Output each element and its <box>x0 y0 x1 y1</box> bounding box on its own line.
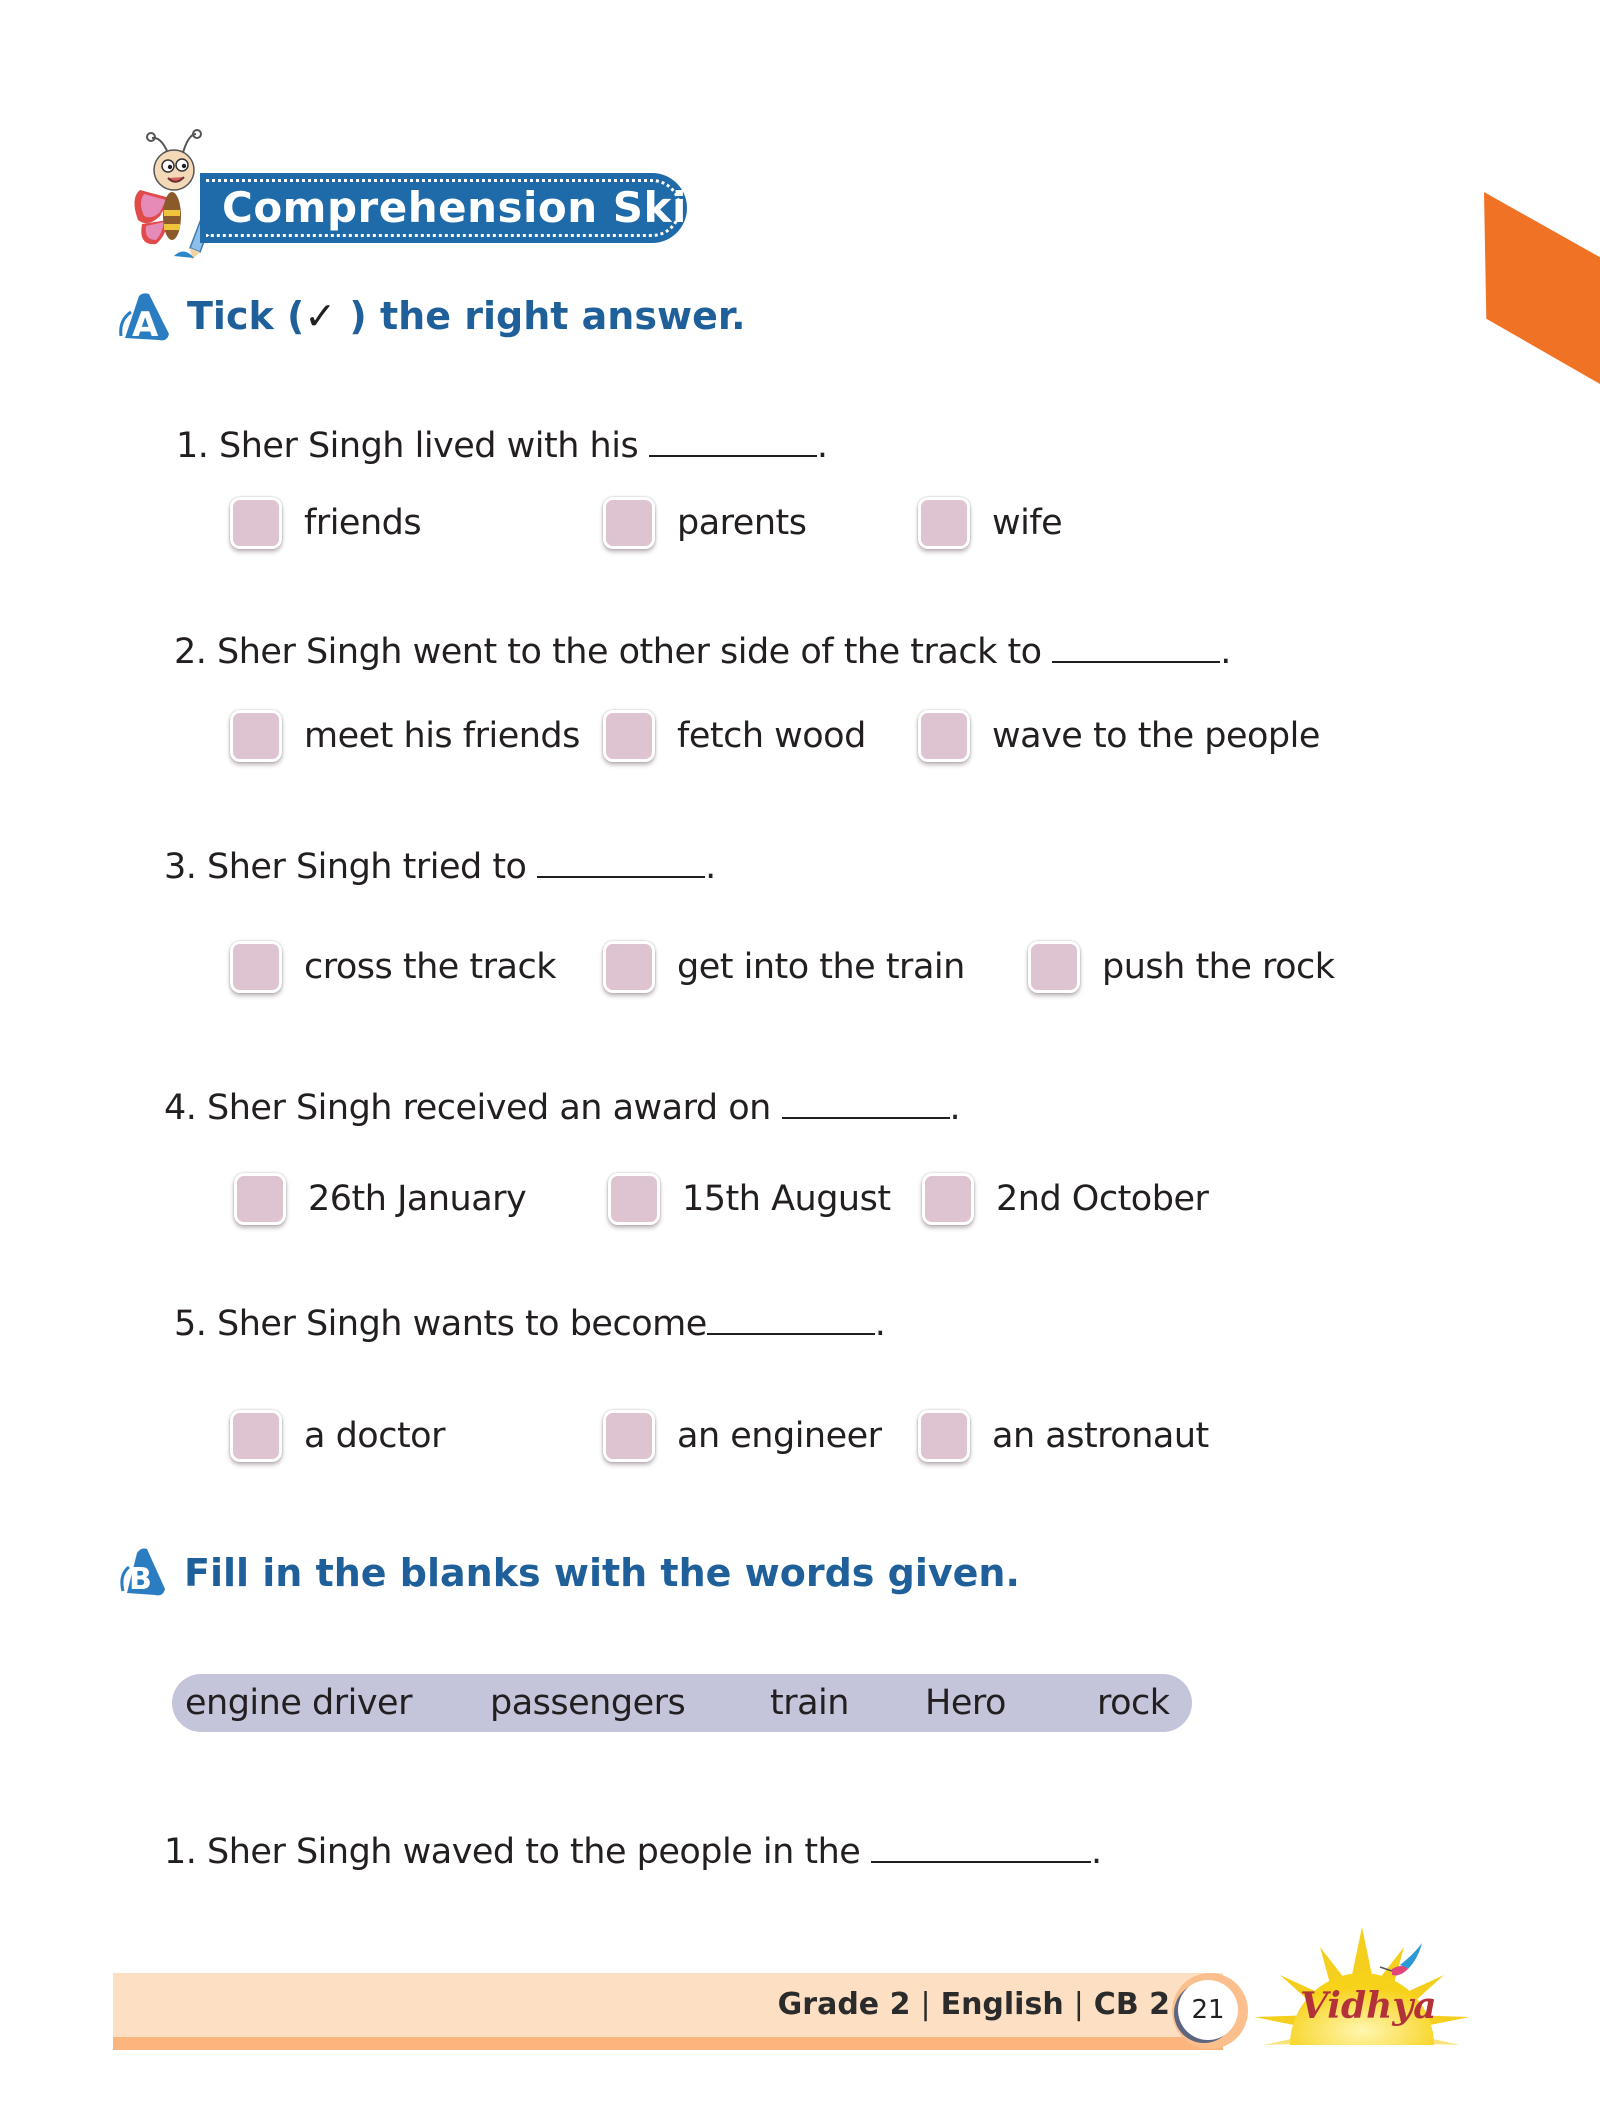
footer-grade: Grade 2 <box>777 1987 911 2022</box>
footer-strip <box>113 2037 1223 2050</box>
option-q1-a[interactable] <box>230 497 421 549</box>
answer-blank[interactable] <box>537 848 705 878</box>
option-q1-b[interactable] <box>603 497 806 549</box>
option-q5-a[interactable] <box>230 1410 445 1462</box>
checkbox[interactable] <box>230 497 282 549</box>
section-a-heading <box>187 290 746 342</box>
checkbox[interactable] <box>230 710 282 762</box>
option-label: parents <box>677 503 807 543</box>
answer-blank[interactable] <box>782 1089 950 1119</box>
question-suffix: . <box>874 1304 886 1344</box>
option-label: wife <box>992 503 1063 543</box>
vidhya-logo-text: Vidhya <box>1300 1985 1437 2027</box>
section-a-heading-post: ) the right answer. <box>336 294 746 338</box>
option-q1-c[interactable] <box>918 497 1062 549</box>
checkbox[interactable] <box>922 1173 974 1225</box>
option-q2-a[interactable] <box>230 710 580 762</box>
tick-symbol-icon: ✓ <box>304 294 337 338</box>
option-q5-c[interactable] <box>918 1410 1209 1462</box>
page-number: 21 <box>1178 1980 1238 2040</box>
question-suffix: . <box>1220 632 1231 672</box>
option-q5-b[interactable] <box>603 1410 882 1462</box>
corner-tab-decoration <box>1484 192 1600 384</box>
word-bank-item: engine driver <box>185 1683 412 1723</box>
option-label: a doctor <box>304 1416 445 1456</box>
svg-text:B: B <box>129 1562 152 1597</box>
answer-blank[interactable] <box>707 1305 875 1335</box>
option-label: fetch wood <box>677 716 866 756</box>
checkbox[interactable] <box>230 1410 282 1462</box>
footer-book: CB 2 <box>1093 1987 1170 2022</box>
question-3 <box>164 843 716 891</box>
option-label: meet his friends <box>304 716 580 756</box>
question-2 <box>174 628 1231 676</box>
option-label: an engineer <box>677 1416 882 1456</box>
checkbox[interactable] <box>918 1410 970 1462</box>
option-label: 15th August <box>682 1179 891 1219</box>
question-suffix: . <box>949 1088 961 1128</box>
checkbox[interactable] <box>603 941 655 993</box>
checkbox[interactable] <box>603 497 655 549</box>
fill-question-1-text: 1. Sher Singh waved to the people in the <box>164 1832 861 1872</box>
question-4-text: 4. Sher Singh received an award on <box>164 1088 771 1128</box>
checkbox[interactable] <box>918 497 970 549</box>
question-5 <box>174 1300 885 1348</box>
word-bank-item: rock <box>1097 1683 1170 1723</box>
section-b-heading: Fill in the blanks with the words given. <box>184 1551 1020 1595</box>
option-q4-b[interactable] <box>608 1173 891 1225</box>
checkbox[interactable] <box>230 941 282 993</box>
question-3-text: 3. Sher Singh tried to <box>164 847 527 887</box>
answer-blank[interactable] <box>871 1833 1091 1863</box>
option-q2-c[interactable] <box>918 710 1320 762</box>
option-q3-c[interactable] <box>1028 941 1335 993</box>
option-q2-b[interactable] <box>603 710 866 762</box>
option-label: wave to the people <box>992 716 1320 756</box>
question-5-text: 5. Sher Singh wants to become <box>174 1304 707 1344</box>
option-q4-a[interactable] <box>234 1173 526 1225</box>
section-a-letter-icon <box>117 290 173 346</box>
banner-title: Comprehension Skills <box>222 183 743 232</box>
option-label: get into the train <box>677 947 965 987</box>
option-label: cross the track <box>304 947 557 987</box>
checkbox[interactable] <box>603 1410 655 1462</box>
option-label: friends <box>304 503 422 543</box>
section-b-letter-icon <box>117 1545 169 1601</box>
question-suffix: . <box>816 426 828 466</box>
question-2-text: 2. Sher Singh went to the other side of the track to <box>174 632 1042 672</box>
checkbox[interactable] <box>608 1173 660 1225</box>
footer-book-info <box>778 1973 1170 2037</box>
svg-text:A: A <box>132 305 159 345</box>
footer-subject: English <box>940 1987 1064 2022</box>
option-q3-b[interactable] <box>603 941 965 993</box>
question-4 <box>164 1084 960 1132</box>
section-a-heading-pre: Tick ( <box>187 294 305 338</box>
checkbox[interactable] <box>234 1173 286 1225</box>
question-1 <box>176 422 827 470</box>
question-suffix: . <box>705 847 716 887</box>
question-suffix: . <box>1090 1832 1102 1872</box>
question-1-text: 1. Sher Singh lived with his <box>176 426 639 466</box>
option-q3-a[interactable] <box>230 941 556 993</box>
option-label: an astronaut <box>992 1416 1209 1456</box>
footer-separator: | <box>920 1987 931 2022</box>
checkbox[interactable] <box>1028 941 1080 993</box>
fill-question-1 <box>164 1828 1102 1876</box>
option-label: push the rock <box>1102 947 1335 987</box>
checkbox[interactable] <box>603 710 655 762</box>
footer-separator: | <box>1073 1987 1084 2022</box>
checkbox[interactable] <box>918 710 970 762</box>
option-label: 2nd October <box>996 1179 1209 1219</box>
section-banner <box>200 173 743 243</box>
word-bank-item: Hero <box>925 1683 1006 1723</box>
answer-blank[interactable] <box>1052 633 1220 663</box>
option-label: 26th January <box>308 1179 527 1219</box>
word-bank-item: train <box>770 1683 849 1723</box>
option-q4-c[interactable] <box>922 1173 1208 1225</box>
word-bank <box>172 1674 1192 1732</box>
answer-blank[interactable] <box>649 427 817 457</box>
word-bank-item: passengers <box>490 1683 686 1723</box>
